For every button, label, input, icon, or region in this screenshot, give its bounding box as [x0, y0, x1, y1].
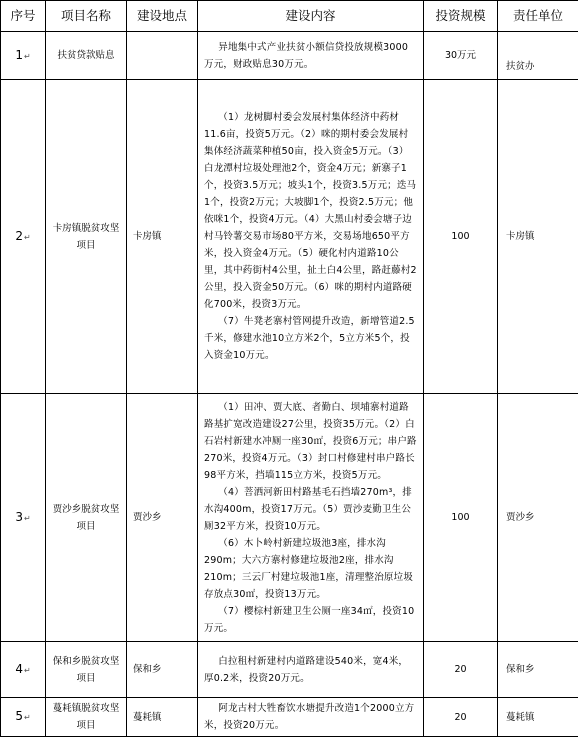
- row-name: 卡房镇脱贫攻坚项目: [46, 80, 127, 394]
- content-paragraph: 白拉租村新建村内道路建设540米，宽4米，厚0.2米，投资20万元。: [204, 653, 417, 687]
- header-content: 建设内容: [198, 1, 424, 32]
- row-location: 蔓耗镇: [127, 698, 198, 737]
- content-paragraph: 异地集中式产业扶贫小额信贷投放规模3000万元，财政贴息30万元。: [204, 39, 417, 73]
- header-location: 建设地点: [127, 1, 198, 32]
- row-no: 5↵: [1, 698, 46, 737]
- row-investment: 100: [424, 80, 498, 394]
- row-name: 扶贫贷款贴息: [46, 32, 127, 80]
- row-no: 2↵: [1, 80, 46, 394]
- row-unit: 扶贫办: [498, 32, 578, 80]
- row-investment: 20: [424, 698, 498, 737]
- row-investment: 100: [424, 394, 498, 642]
- row-unit: 卡房镇: [498, 80, 578, 394]
- content-paragraph: （1）田冲、贾大底、者勤白、坝埔寨村道路路基扩宽改造建设27公里，投资35万元。（2）白石岩村新建水冲厕一座30㎡，投资6万元；串户路270米，投资4万元。（3）封口村修建村串户路长98平方米，挡墙115立方米，投资5万元。: [204, 399, 417, 484]
- row-content: [198, 32, 424, 80]
- row-name: 贾沙乡脱贫攻坚项目: [46, 394, 127, 642]
- row-content: [198, 80, 424, 394]
- table-row: [1, 394, 578, 642]
- row-name: 蔓耗镇脱贫攻坚项目: [46, 698, 127, 737]
- content-paragraph: （7）牛凳老寨村管网提升改造，新增管道2.5千米，修建水池10立方米2个，5立方米5个，投入资金10万元。: [204, 313, 417, 364]
- row-unit: 贾沙乡: [498, 394, 578, 642]
- table-row: [1, 642, 578, 698]
- row-location: [127, 32, 198, 80]
- row-location: 卡房镇: [127, 80, 198, 394]
- row-location: 贾沙乡: [127, 394, 198, 642]
- table-row: [1, 698, 578, 737]
- row-no: 1↵: [1, 32, 46, 80]
- header-no: 序号: [1, 1, 46, 32]
- row-content: [198, 394, 424, 642]
- row-investment: 20: [424, 642, 498, 698]
- table-row: [1, 80, 578, 394]
- row-unit: 保和乡: [498, 642, 578, 698]
- header-row: [1, 1, 578, 32]
- content-paragraph: 阿龙古村大牲畜饮水塘提升改造1个2000立方米，投资20万元。: [204, 700, 417, 734]
- row-no: 3↵: [1, 394, 46, 642]
- row-content: [198, 642, 424, 698]
- content-paragraph: （6）木卜岭村新建垃圾池3座，排水沟290m；大六方寨村修建垃圾池2座，排水沟210m；三云厂村建垃圾池1座，清理整治原垃圾存放点30㎡，投资13万元。: [204, 535, 417, 603]
- row-no: 4↵: [1, 642, 46, 698]
- row-location: 保和乡: [127, 642, 198, 698]
- header-investment: 投资规模: [424, 1, 498, 32]
- content-paragraph: （7）樱棕村新建卫生公厕一座34㎡，投资10万元。: [204, 603, 417, 637]
- content-paragraph: （1）龙树脚村委会发展村集体经济中药材11.6亩，投资5万元。（2）咪的期村委会发展村集体经济蔬菜种植50亩，投入资金5万元。（3）白龙潭村垃圾处理池2个，资金4万元；新寨子1个，投资3.5万元；坡头1个，投资3.5万元；迭马1个，投资2万元；大坡脚1个，投资2.5万元；他依咪1个，投资4万元。（4）大黑山村委会塘子边村马铃薯交易市场80平方米，交易场地650平方米，投入资金4万元。（5）硬化村内道路10公里，其中药街村4公里，扯土白4公里，路赶藤村2公里，投入资金50万元。（6）咪的期村内道路硬化700米，投资3万元。: [204, 109, 417, 313]
- row-name: 保和乡脱贫攻坚项目: [46, 642, 127, 698]
- row-content: [198, 698, 424, 737]
- header-unit: 责任单位: [498, 1, 578, 32]
- table-row: [1, 32, 578, 80]
- row-unit: 蔓耗镇: [498, 698, 578, 737]
- row-investment: 30万元: [424, 32, 498, 80]
- content-paragraph: （4）菩洒河新田村路基毛石挡墙270m³，排水沟400m，投资17万元。（5）贾沙麦勤卫生公厕32平方米，投资10万元。: [204, 484, 417, 535]
- header-name: 项目名称: [46, 1, 127, 32]
